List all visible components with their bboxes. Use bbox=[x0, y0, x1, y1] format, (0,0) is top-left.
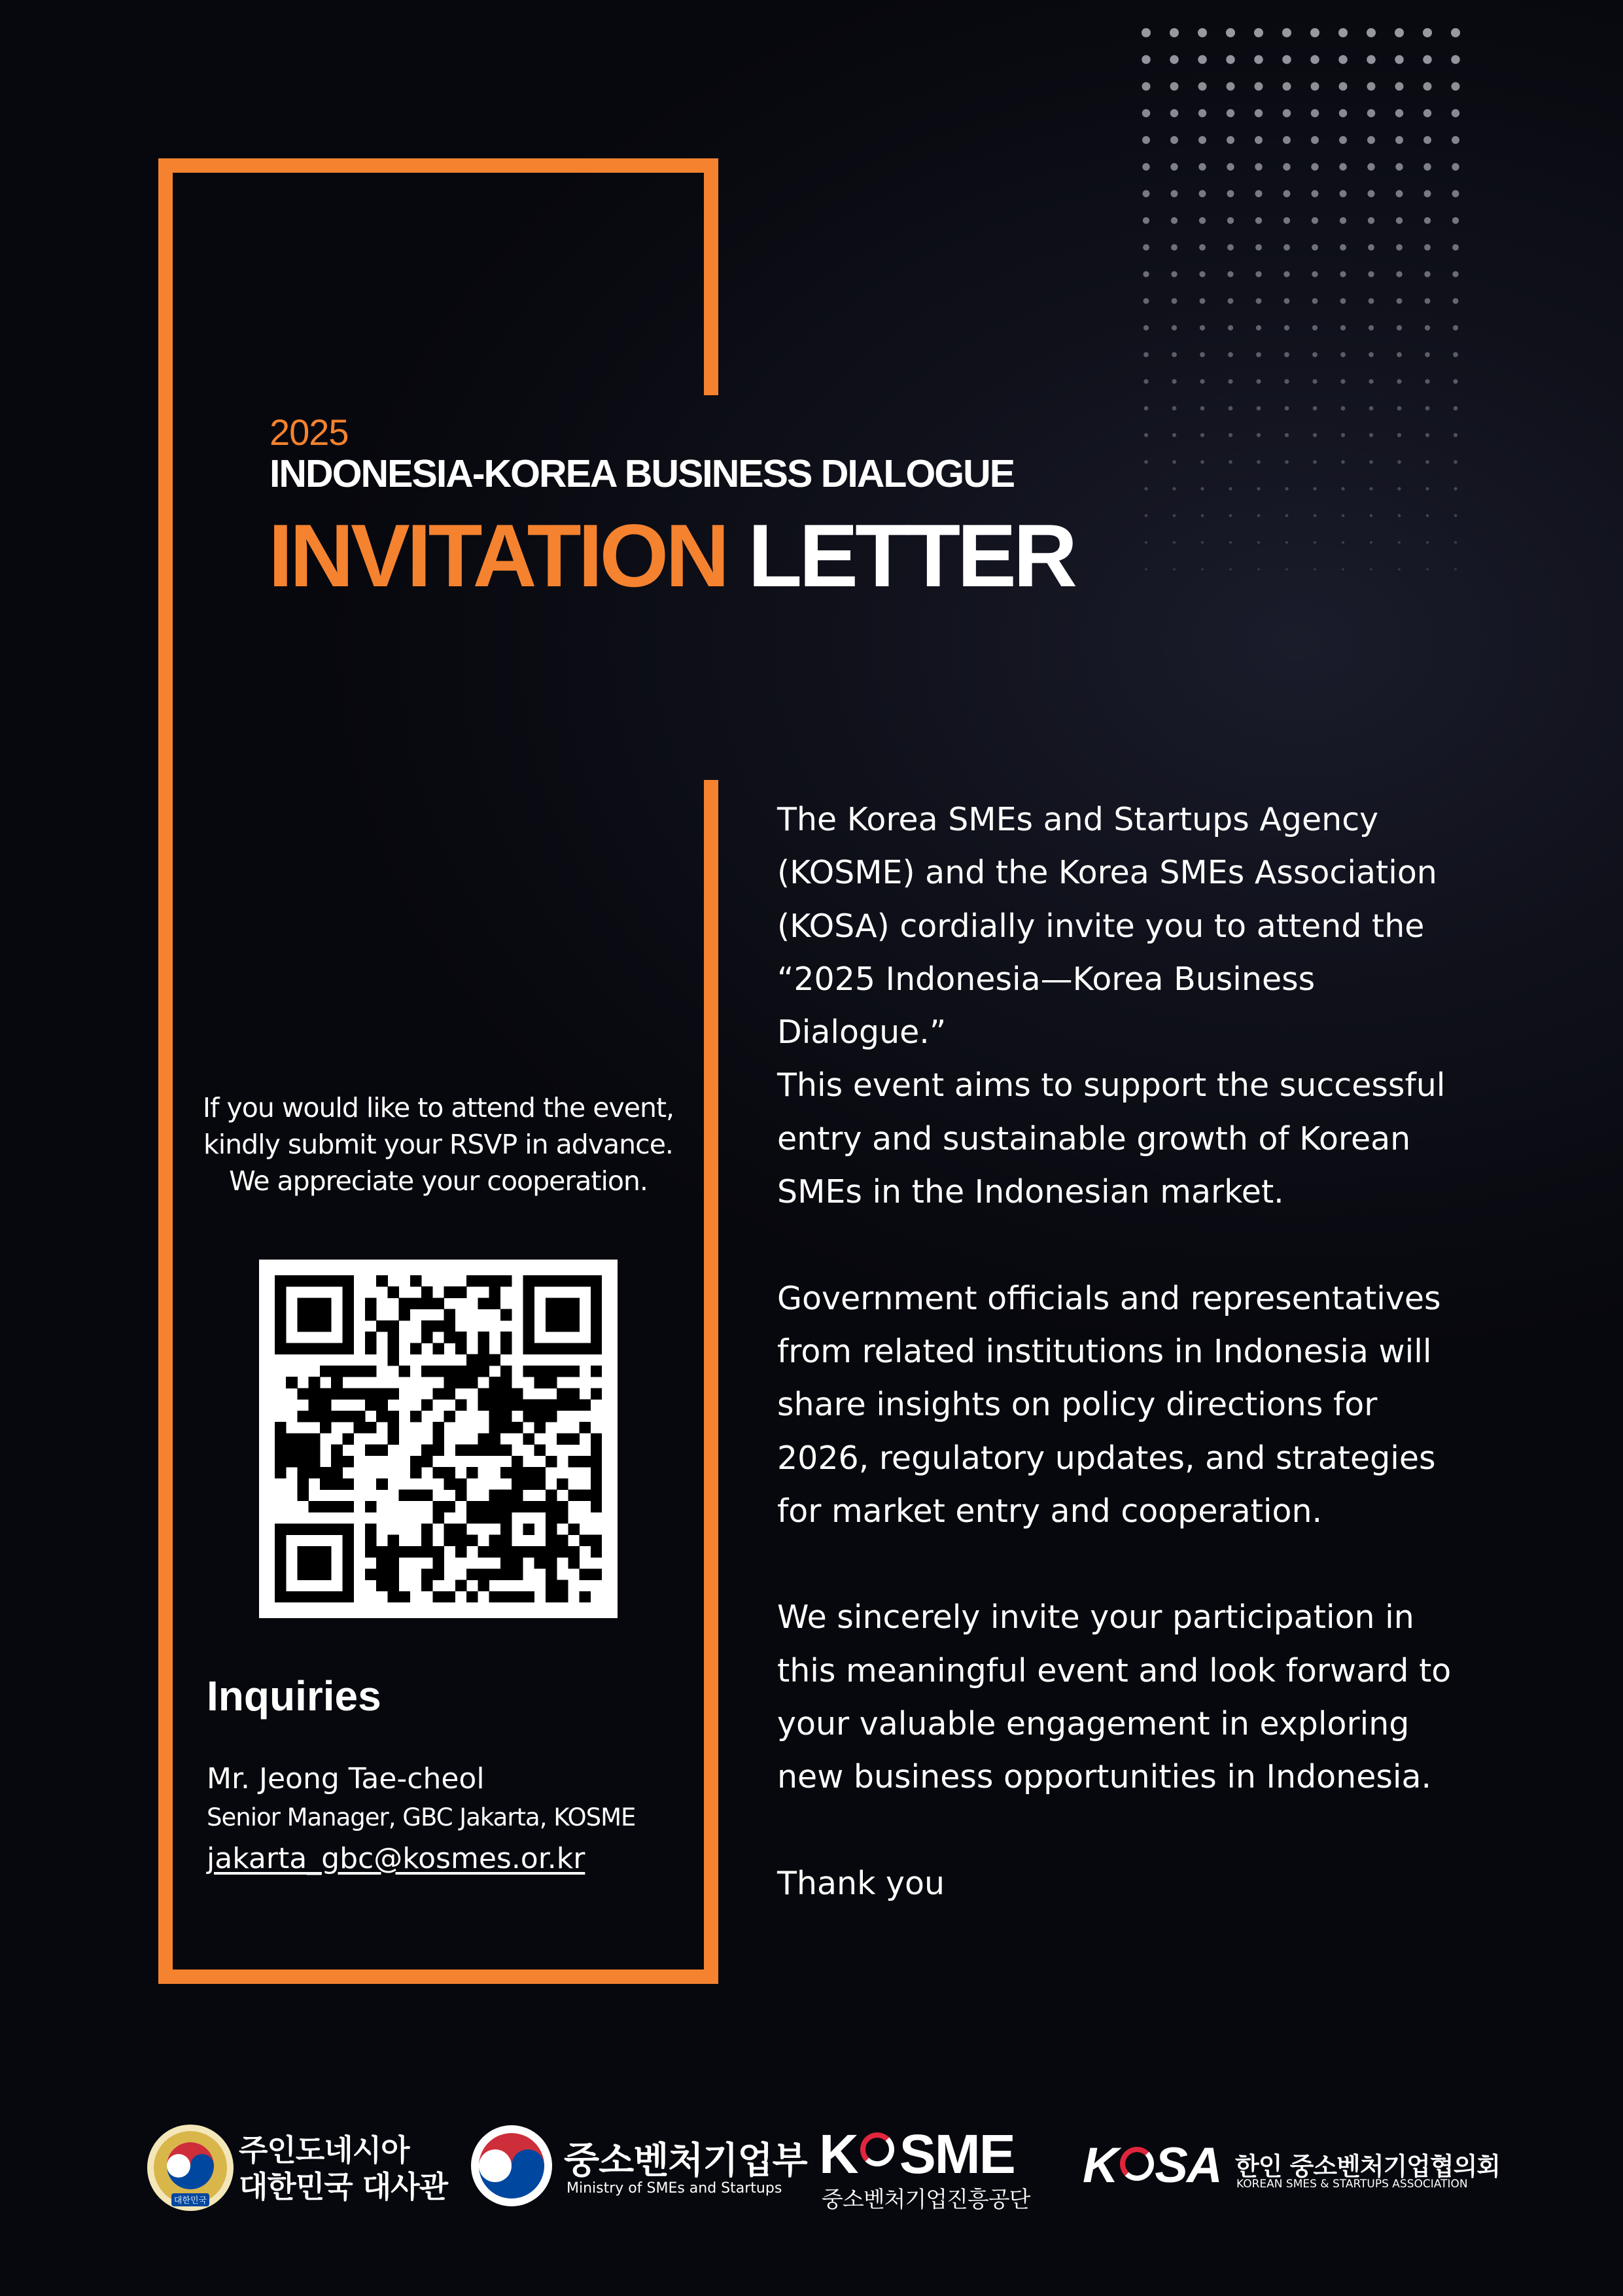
frame-left-border bbox=[158, 158, 173, 1984]
kosa-logo-sa: SA bbox=[1155, 2138, 1221, 2193]
body-line: this meaningful event and look forward to bbox=[777, 1651, 1452, 1689]
frame-bottom-border bbox=[158, 1969, 718, 1984]
kosa-swirl-icon bbox=[1117, 2138, 1155, 2193]
embassy-line-2: 대한민국 대사관 bbox=[239, 2169, 448, 2204]
ministry-name-korean: 중소벤처기업부 bbox=[564, 2140, 807, 2182]
title-letter: LETTER bbox=[748, 506, 1075, 605]
embassy-name bbox=[239, 2132, 447, 2205]
body-line: 2026, regulatory updates, and strategies bbox=[777, 1439, 1436, 1477]
frame-top-border bbox=[158, 158, 718, 173]
kosme-logo-k: K bbox=[819, 2123, 858, 2185]
paragraph-spacer bbox=[777, 1804, 1503, 1857]
contact-email-link[interactable]: jakarta_gbc@kosmes.or.kr bbox=[207, 1842, 585, 1875]
body-line: your valuable engagement in exploring bbox=[777, 1705, 1410, 1743]
body-line: SMEs in the Indonesian market. bbox=[777, 1173, 1284, 1211]
frame-right-border-upper bbox=[704, 158, 718, 395]
rsvp-line: kindly submit your RSVP in advance. bbox=[203, 1129, 673, 1160]
kosa-logo bbox=[1083, 2138, 1221, 2193]
kosme-korean-name: 중소벤처기업진흥공단 bbox=[822, 2187, 1030, 2213]
paragraph-spacer bbox=[777, 1538, 1503, 1591]
ministry-name-english: Ministry of SMEs and Startups bbox=[567, 2180, 782, 2197]
event-name: INDONESIA-KOREA BUSINESS DIALOGUE bbox=[270, 452, 1015, 495]
sponsor-logos bbox=[0, 2107, 1623, 2238]
body-line: This event aims to support the successful bbox=[777, 1067, 1446, 1104]
kosa-english-name: KOREAN SMES & STARTUPS ASSOCIATION bbox=[1236, 2178, 1468, 2191]
embassy-line-1: 주인도네시아 bbox=[239, 2132, 410, 2168]
contact-name: Mr. Jeong Tae-cheol bbox=[207, 1762, 485, 1795]
body-line: from related institutions in Indonesia will bbox=[777, 1332, 1432, 1370]
rsvp-note bbox=[190, 1089, 687, 1199]
contact-role: Senior Manager, GBC Jakarta, KOSME bbox=[207, 1803, 636, 1831]
embassy-emblem-icon bbox=[145, 2123, 236, 2213]
event-year: 2025 bbox=[270, 412, 349, 453]
kosme-swirl-icon bbox=[858, 2123, 899, 2185]
body-line: for market entry and cooperation. bbox=[777, 1492, 1323, 1530]
frame-right-border-lower bbox=[704, 780, 718, 1984]
body-line: “2025 Indonesia—Korea Business bbox=[777, 960, 1316, 998]
qr-code-pattern bbox=[275, 1275, 602, 1602]
closing-line: Thank you bbox=[777, 1864, 945, 1902]
kosme-logo-sme: SME bbox=[899, 2123, 1015, 2185]
decorative-dot-pattern bbox=[1138, 25, 1465, 588]
body-line: (KOSME) and the Korea SMEs Association bbox=[777, 854, 1437, 892]
body-line: Government officials and representatives bbox=[777, 1279, 1441, 1317]
invitation-body bbox=[777, 793, 1503, 1910]
taegeuk-icon bbox=[470, 2124, 553, 2208]
kosme-logo bbox=[819, 2123, 1015, 2185]
seal-text: 대한민국 bbox=[173, 2196, 207, 2206]
body-line: share insights on policy directions for bbox=[777, 1386, 1378, 1424]
body-line: entry and sustainable growth of Korean bbox=[777, 1120, 1411, 1157]
paragraph-spacer bbox=[777, 1218, 1503, 1271]
body-line: new business opportunities in Indonesia. bbox=[777, 1758, 1432, 1796]
kosa-logo-k: K bbox=[1083, 2138, 1117, 2193]
rsvp-line: If you would like to attend the event, bbox=[202, 1092, 674, 1123]
body-line: We sincerely invite your participation in bbox=[777, 1598, 1414, 1636]
rsvp-line: We appreciate your cooperation. bbox=[229, 1165, 648, 1197]
body-line: (KOSA) cordially invite you to attend the bbox=[777, 907, 1425, 945]
kosa-korean-name: 한인 중소벤처기업협의회 bbox=[1235, 2152, 1501, 2181]
page-title bbox=[268, 507, 1074, 605]
title-invitation: INVITATION bbox=[268, 506, 727, 605]
body-line: The Korea SMEs and Startups Agency bbox=[777, 801, 1379, 838]
rsvp-qr-code[interactable] bbox=[259, 1260, 618, 1618]
body-line: Dialogue.” bbox=[777, 1014, 947, 1051]
inquiries-heading: Inquiries bbox=[207, 1672, 381, 1720]
